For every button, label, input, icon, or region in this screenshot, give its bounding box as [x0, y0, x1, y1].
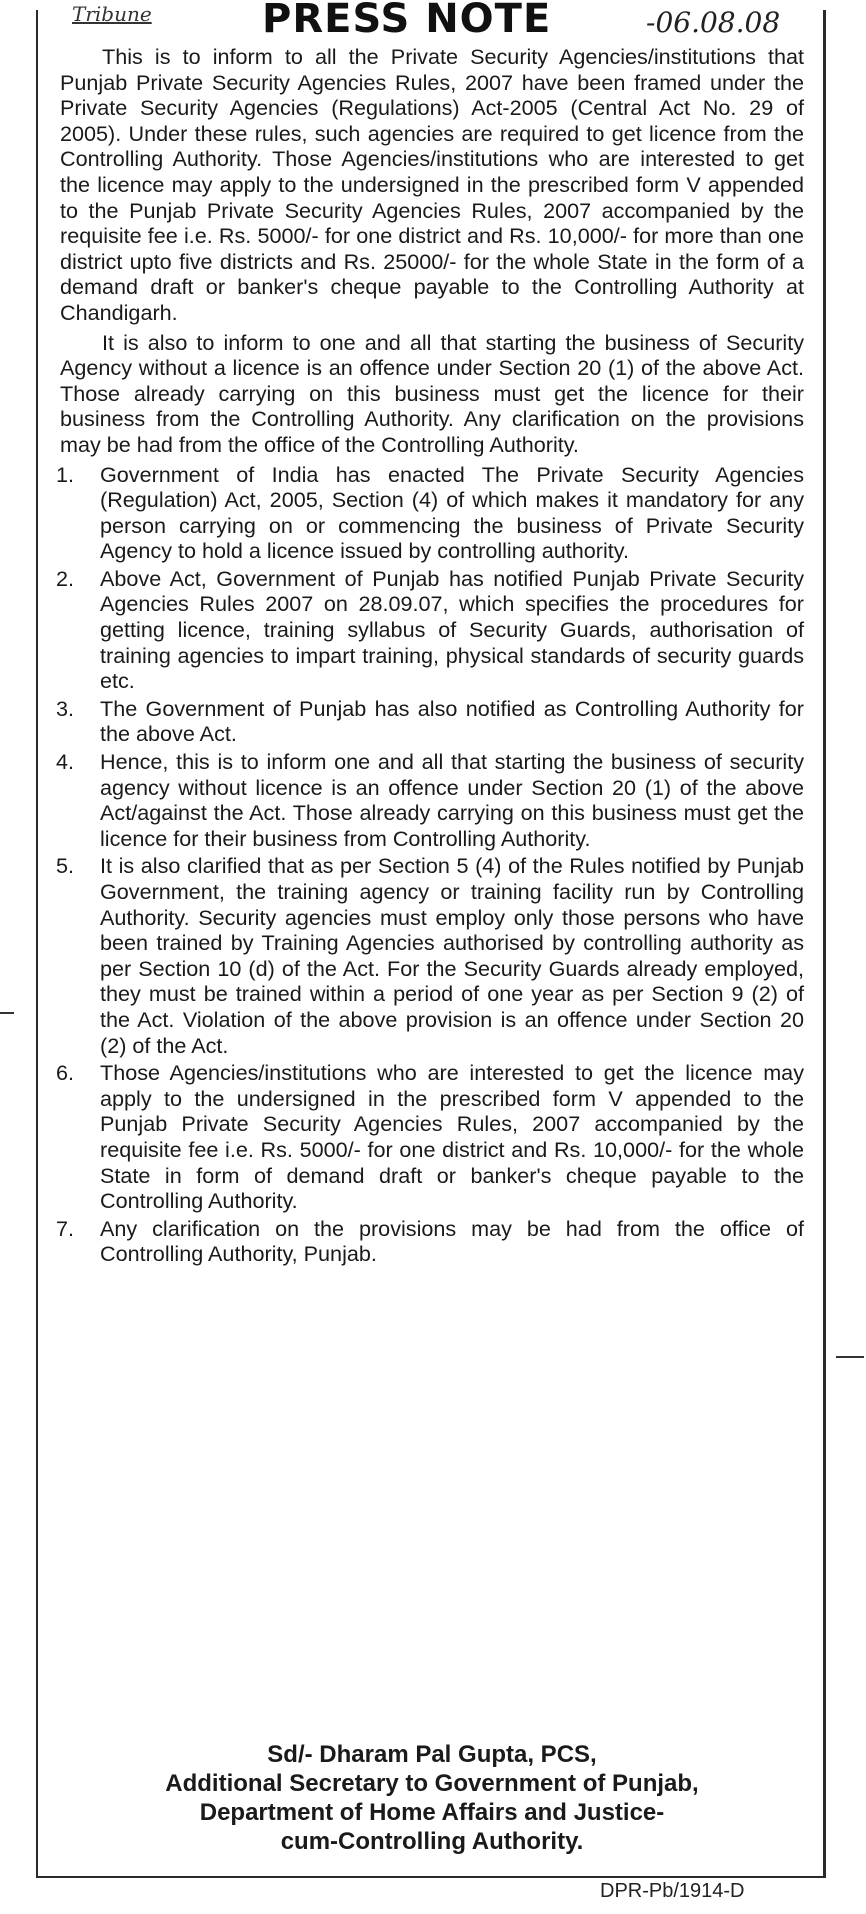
list-item: [56, 565, 804, 694]
signature-authority: cum-Controlling Authority.: [280, 1828, 584, 1855]
numbered-list: [56, 461, 804, 1267]
list-item: [56, 461, 804, 564]
item-text: Hence, this is to inform one and all that starting the business of security agency without licence is an offence under Section 20 (1) of the above Act/against the Act. Those already carrying on this business must get the licence for their business from Controlling Authority.: [100, 749, 804, 851]
item-number: 4.: [56, 749, 75, 775]
list-item: [56, 695, 804, 747]
list-item: [56, 1215, 804, 1267]
item-text: Those Agencies/institutions who are interested to get the licence may apply to the undersigned in the prescribed form V appended to the Punjab Private Security Agencies Rules, 2007 accompanied by the requisite fee i.e. Rs. 5000/- for one district and Rs. 10,000/- for the whole State in form of demand draft or banker's cheque payable to the Controlling Authority.: [100, 1060, 804, 1214]
signature-designation: Additional Secretary to Government of Punjab,: [165, 1770, 699, 1797]
item-text: Above Act, Government of Punjab has notified Punjab Private Security Agencies Rules 2007 on 28.09.07, which specifies the procedures for getting licence, training syllabus of Security Guards, authorisation of training agencies to impart training, physical standards of security guards etc.: [100, 565, 804, 694]
item-number: 2.: [56, 565, 75, 591]
scan-mark: [0, 1012, 14, 1014]
signature-name: Sd/- Dharam Pal Gupta, PCS,: [267, 1741, 597, 1768]
page-title: PRESS NOTE: [262, 0, 552, 42]
dpr-code: DPR-Pb/1914-D: [600, 1880, 745, 1902]
press-note-header: [40, 0, 830, 44]
intro-paragraph-2: It is also to inform to one and all that starting the business of Security Agency without a licence is an offence under Section 20 (1) of the above Act. Those already carrying on this business must get the licence for their business from the Controlling Authority. Any clarification on the provisions may be had from the office of the Controlling Authority.: [60, 329, 804, 457]
scan-mark: [836, 1356, 864, 1358]
list-item: [56, 853, 804, 1058]
item-number: 1.: [56, 461, 75, 487]
source-tag: Tribune: [72, 2, 152, 26]
list-item: [56, 1060, 804, 1214]
item-text: Government of India has enacted The Private Security Agencies (Regulation) Act, 2005, Section (4) of which makes it mandatory for any person carrying on or commencing the business of Private Security Agency to hold a licence issued by controlling authority.: [100, 461, 804, 564]
item-number: 7.: [56, 1215, 75, 1241]
item-number: 6.: [56, 1060, 75, 1086]
intro-paragraph-1: This is to inform to all the Private Security Agencies/institutions that Punjab Private Security Agencies Rules, 2007 have been framed under the Private Security Agencies (Regulations) Act-2005 (Central Act No. 29 of 2005). Under these rules, such agencies are required to get licence from the Controlling Authority. Those Agencies/institutions who are interested to get the licence may apply to the undersigned in the prescribed form V appended to the Punjab Private Security Agencies Rules, 2007 accompanied by the requisite fee i.e. Rs. 5000/- for one district and Rs. 10,000/- for more than one district upto five districts and Rs. 25000/- for the whole State in the form of a demand draft or banker's cheque payable to the Controlling Authority at Chandigarh.: [60, 44, 804, 325]
signature-department: Department of Home Affairs and Justice-: [199, 1799, 665, 1826]
item-number: 5.: [56, 853, 75, 879]
list-item: [56, 749, 804, 851]
item-text: The Government of Punjab has also notified as Controlling Authority for the above Act.: [100, 695, 804, 747]
press-note-body: [56, 44, 804, 1269]
signature-block: [60, 1740, 804, 1856]
item-text: Any clarification on the provisions may be had from the office of Controlling Authority, Punjab.: [100, 1215, 804, 1267]
press-note-date: -06.08.08: [646, 6, 781, 39]
item-number: 3.: [56, 695, 75, 721]
item-text: It is also clarified that as per Section 5 (4) of the Rules notified by Punjab Government, the training agency or training facility run by Controlling Authority. Security agencies must employ only those persons who have been trained by Training Agencies authorised by controlling authority as per Section 10 (d) of the Act. For the Security Guards already employed, they must be trained within a period of one year as per Section 9 (2) of the Act. Violation of the above provision is an offence under Section 20 (2) of the Act.: [100, 853, 804, 1058]
